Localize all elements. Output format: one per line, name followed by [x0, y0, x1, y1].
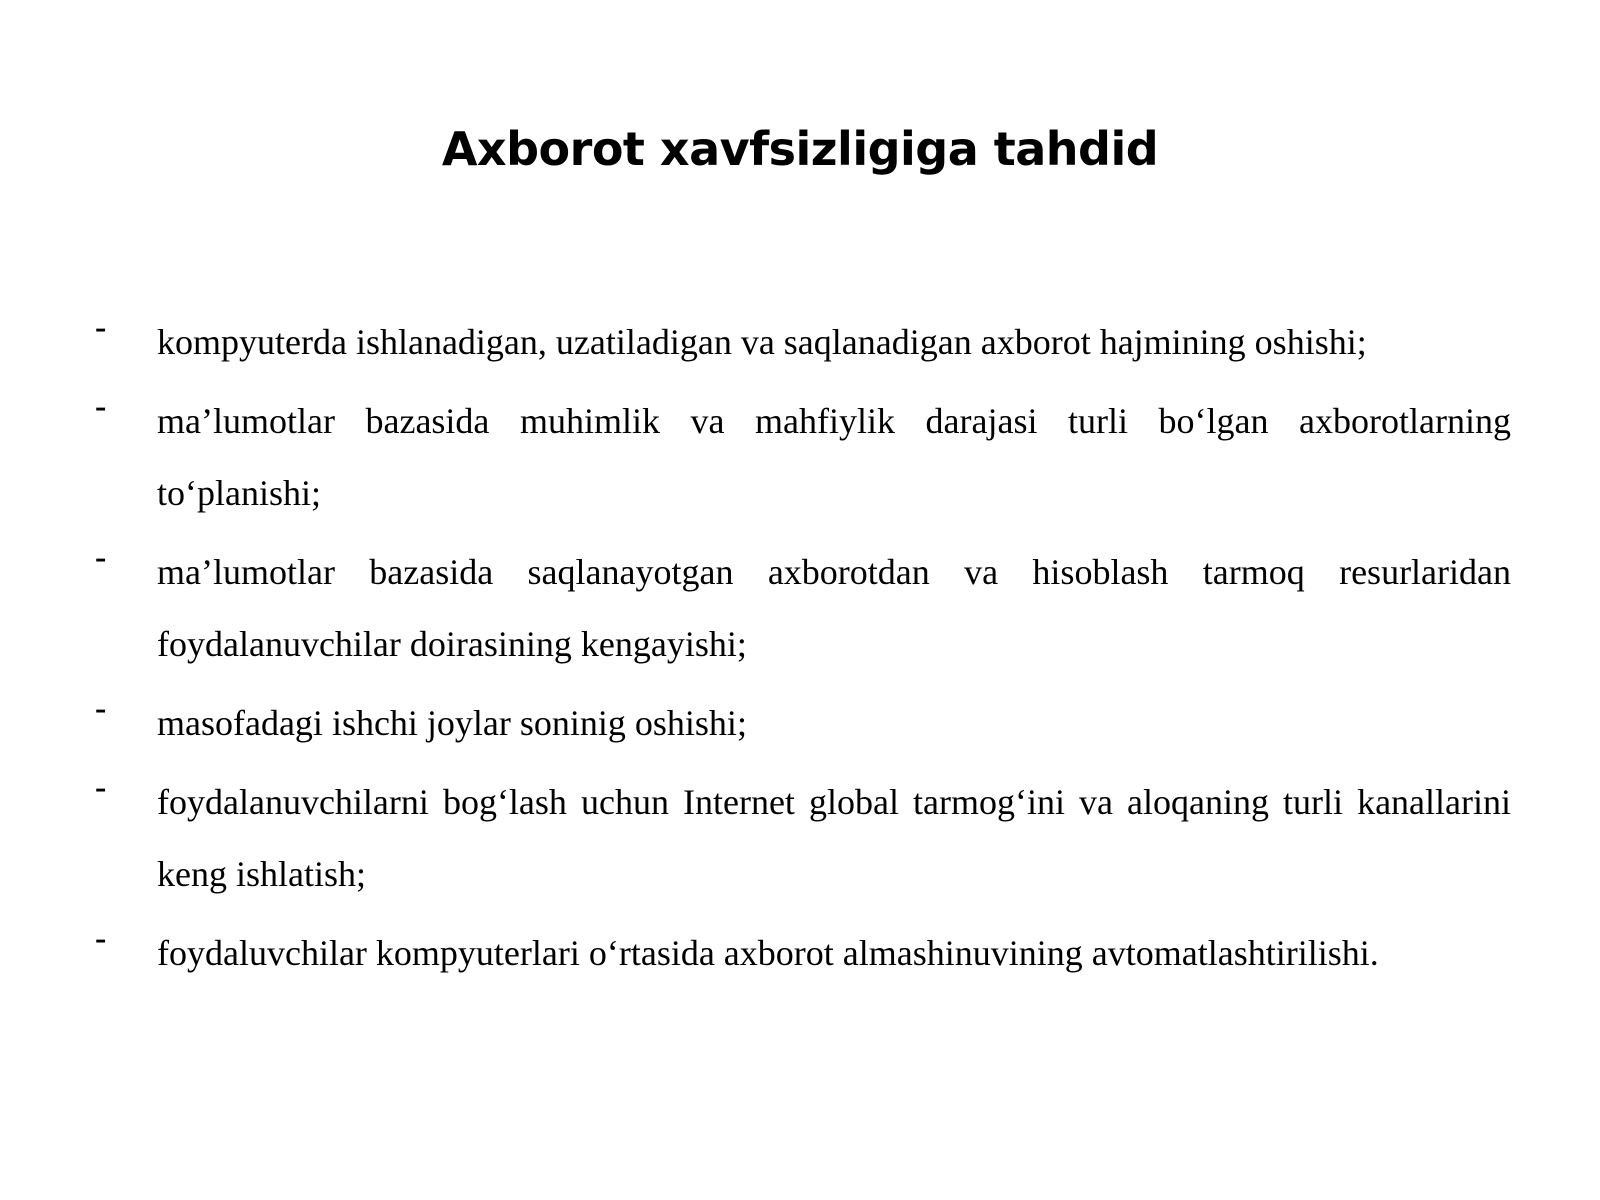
list-item	[95, 536, 1511, 680]
dash-bullet-icon: -	[95, 920, 107, 957]
list-item	[95, 306, 1511, 378]
list-item-text: ma’lumotlar bazasida muhimlik va mahfiylik darajasi turli bo‘lgan axborotlarning to‘planishi;	[157, 401, 1511, 513]
list-item	[95, 917, 1511, 989]
list-item	[95, 385, 1511, 529]
list-item-text: foydaluvchilar kompyuterlari o‘rtasida axborot almashinuvining avtomatlashtirilishi.	[157, 933, 1379, 973]
dash-bullet-icon: -	[95, 690, 107, 727]
dash-bullet-icon: -	[95, 388, 107, 425]
dash-bullet-icon: -	[95, 539, 107, 576]
list-item	[95, 687, 1511, 759]
list-item-text: ma’lumotlar bazasida saqlanayotgan axborotdan va hisoblash tarmoq resurlaridan foydalanuvchilar doirasining kengayishi;	[157, 552, 1511, 664]
list-item	[95, 766, 1511, 910]
bullet-list	[95, 306, 1511, 989]
list-item-text: foydalanuvchilarni bog‘lash uchun Internet global tarmog‘ini va aloqaning turli kanallarini keng ishlatish;	[157, 782, 1511, 894]
slide-title: Axborot xavfsizligiga tahdid	[441, 121, 1159, 176]
dash-bullet-icon: -	[95, 769, 107, 806]
list-item-text: kompyuterda ishlanadigan, uzatiladigan va saqlanadigan axborot hajmining oshishi;	[157, 322, 1367, 362]
list-item-text: masofadagi ishchi joylar soninig oshishi;	[157, 703, 747, 743]
dash-bullet-icon: -	[95, 309, 107, 346]
